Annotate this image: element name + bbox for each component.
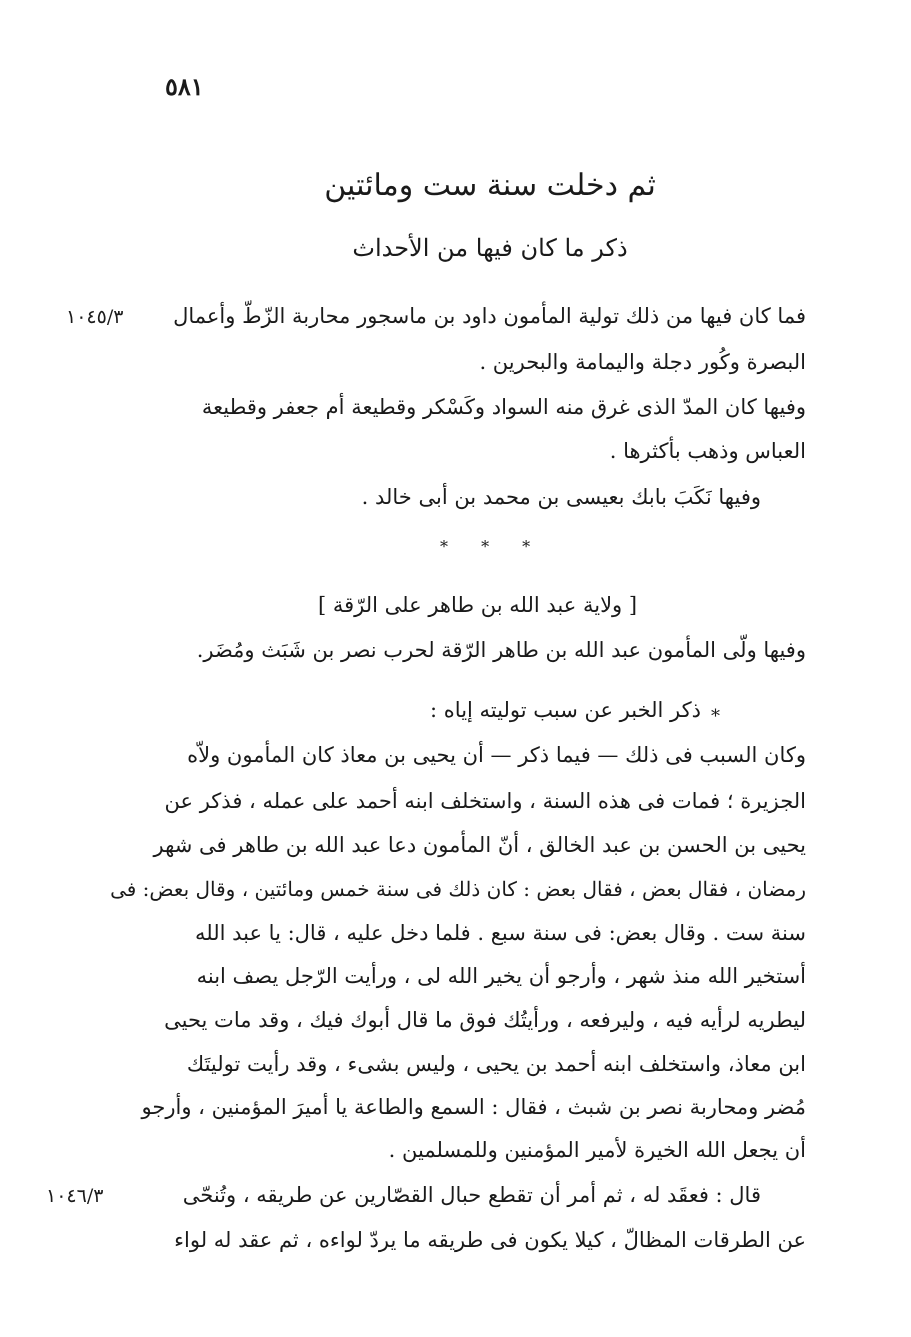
- text-line: وفيها ولّى المأمون عبد الله بن طاهر الرّقة لحرب نصر بن شَبَث ومُضَر.: [196, 638, 806, 662]
- text-line: أن يجعل الله الخيرة لأمير المؤمنين وللمسلمين .: [388, 1138, 806, 1162]
- text-line: مُضر ومحاربة نصر بن شبث ، فقال : السمع والطاعة يا أميرَ المؤمنين ، وأرجو: [141, 1095, 806, 1119]
- text-line: وكان السبب فى ذلك — فيما ذكر — أن يحيى بن معاذ كان المأمون ولاّه: [187, 743, 806, 767]
- margin-reference: ١٠٤٥/٣: [66, 306, 124, 328]
- margin-reference: ١٠٤٦/٣: [46, 1185, 104, 1207]
- text-line: ليطريه لرأيه فيه ، وليرفعه ، ورأيتُك فوق ما قال أبوك فيك ، وقد مات يحيى: [164, 1008, 806, 1032]
- chapter-subtitle: ذكر ما كان فيها من الأحداث: [352, 234, 628, 262]
- section-separator: * * *: [440, 537, 545, 556]
- text-line: أستخير الله منذ شهر ، وأرجو أن يخير الله لى ، ورأيت الرّجل يصف ابنه: [196, 964, 806, 988]
- text-line: رمضان ، فقال بعض ، فقال بعض : كان ذلك فى سنة خمس ومائتين ، وقال بعض: فى: [110, 877, 806, 901]
- text-line: سنة ست . وقال بعض: فى سنة سبع . فلما دخل عليه ، قال: يا عبد الله: [195, 921, 806, 945]
- note-heading: ذكر الخبر عن سبب توليته إياه :: [430, 698, 701, 722]
- text-line: فما كان فيها من ذلك تولية المأمون داود بن ماسجور محاربة الزّطّ وأعمال: [173, 304, 806, 328]
- text-line: ابن معاذ، واستخلف ابنه أحمد بن يحيى ، وليس بشىء ، وقد رأيت توليتَك: [186, 1052, 806, 1076]
- section-heading: [ ولاية عبد الله بن طاهر على الرّقة ]: [318, 593, 638, 617]
- page-number: ٥٨١: [165, 72, 204, 101]
- text-line: يحيى بن الحسن بن عبد الخالق ، أنّ المأمون دعا عبد الله بن طاهر فى شهر: [153, 833, 806, 857]
- chapter-title: ثم دخلت سنة ست ومائتين: [324, 168, 656, 203]
- text-line: وفيها كان المدّ الذى غرق منه السواد وكَسْكر وقطيعة أم جعفر وقطيعة: [201, 395, 806, 419]
- text-line: عن الطرقات المظالّ ، كيلا يكون فى طريقه ما يردّ لواءه ، ثم عقد له لواء: [174, 1228, 806, 1252]
- text-line: وفيها نَكَبَ بابك بعيسى بن محمد بن أبى خالد .: [361, 485, 761, 509]
- text-line: العباس وذهب بأكثرها .: [609, 439, 806, 463]
- note-marker: *: [711, 706, 720, 727]
- text-line: قال : فعقَد له ، ثم أمر أن تقطع حبال القصّارين عن طريقه ، وتُنحّى: [182, 1183, 761, 1207]
- text-line: البصرة وكُور دجلة واليمامة والبحرين .: [479, 350, 806, 374]
- text-line: الجزيرة ؛ فمات فى هذه السنة ، واستخلف ابنه أحمد على عمله ، فذكر عن: [164, 789, 806, 813]
